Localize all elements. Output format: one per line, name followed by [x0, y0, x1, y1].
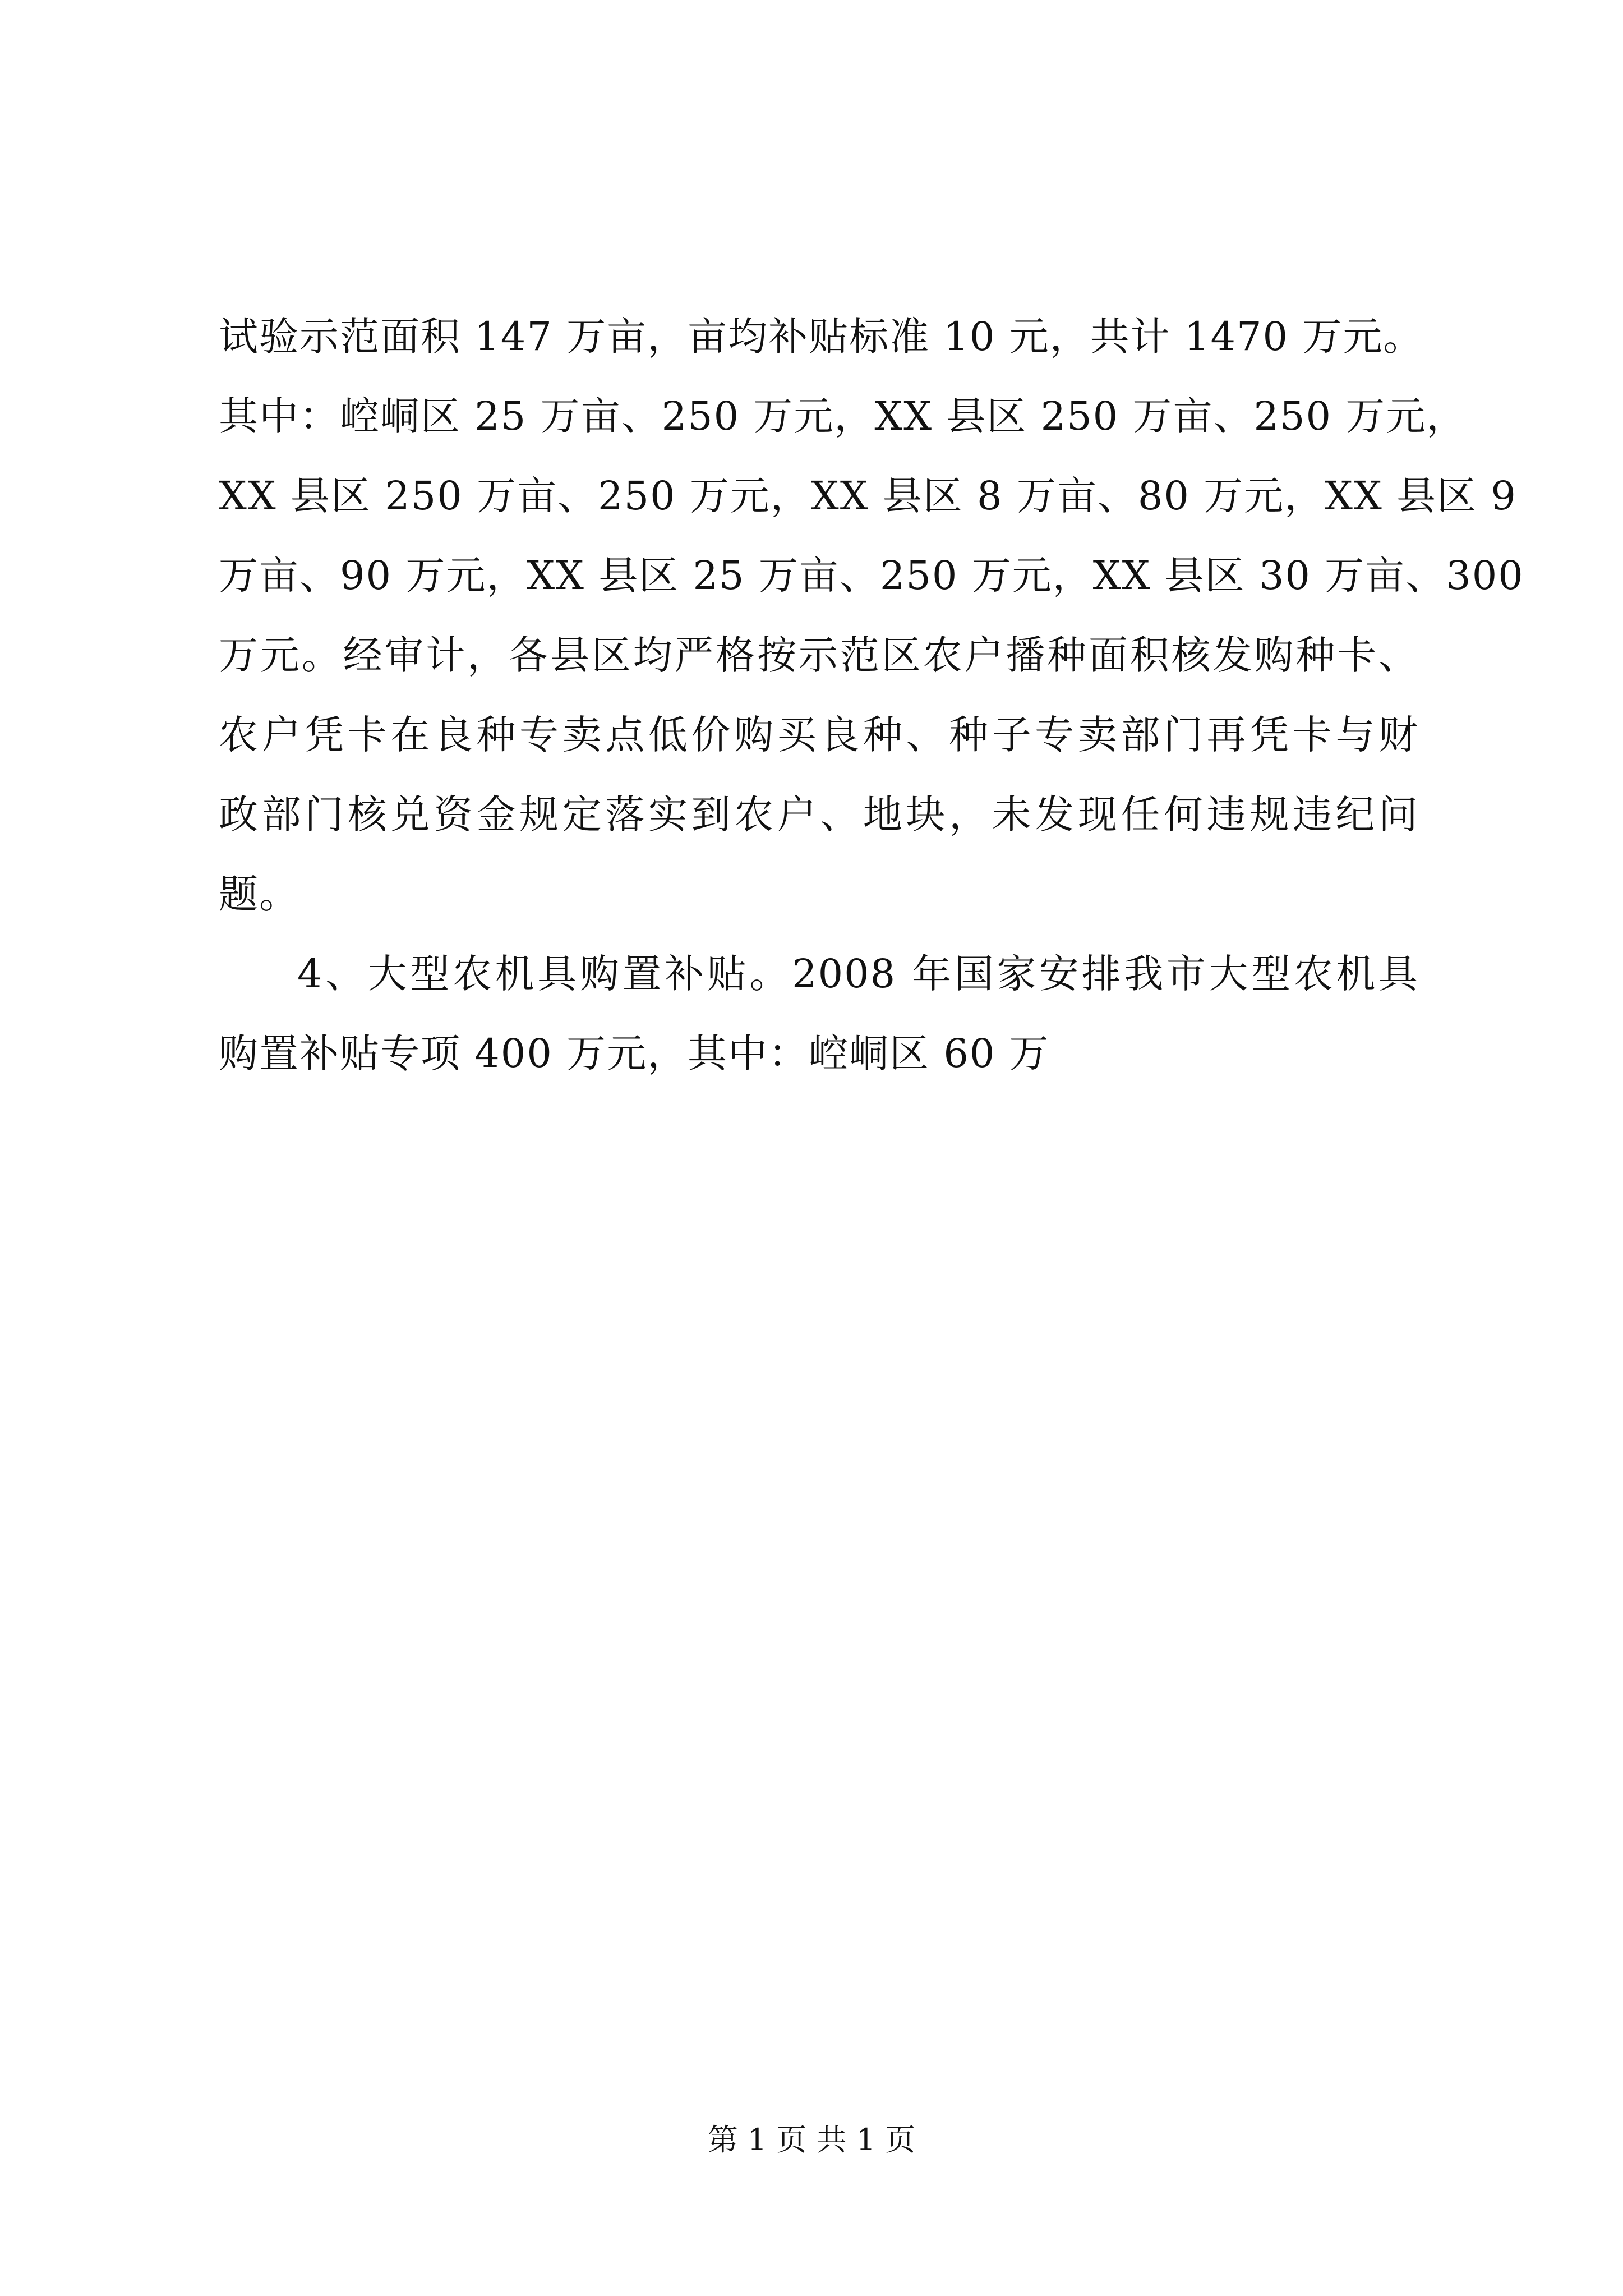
paragraph-line-7: 政部门核兑资金规定落实到农户、地块，未发现任何违规违纪问	[219, 792, 1419, 838]
paragraph-line-8: 题。	[219, 871, 299, 917]
paragraph-line-4: 万亩、90 万元，XX 县区 25 万亩、250 万元，XX 县区 30 万亩、300	[219, 553, 1524, 599]
page-footer: 第 1 页 共 1 页	[707, 2122, 916, 2157]
paragraph-line-5: 万元。经审计，各县区均严格按示范区农户播种面积核发购种卡、	[219, 632, 1419, 678]
paragraph-line-1: 试验示范面积 147 万亩，亩均补贴标准 10 元，共计 1470 万元。	[219, 314, 1424, 360]
paragraph-line-2: 其中：崆峒区 25 万亩、250 万元，XX 县区 250 万亩、250 万元，	[219, 393, 1467, 439]
paragraph-line-10: 购置补贴专项 400 万元，其中：崆峒区 60 万	[219, 1030, 1050, 1076]
paragraph-line-6: 农户凭卡在良种专卖点低价购买良种、种子专卖部门再凭卡与财	[219, 712, 1419, 758]
paragraph-line-9: 4、大型农机具购置补贴。2008 年国家安排我市大型农机具	[297, 951, 1419, 997]
paragraph-line-3: XX 县区 250 万亩、250 万元，XX 县区 8 万亩、80 万元，XX 县区 9	[219, 473, 1517, 519]
